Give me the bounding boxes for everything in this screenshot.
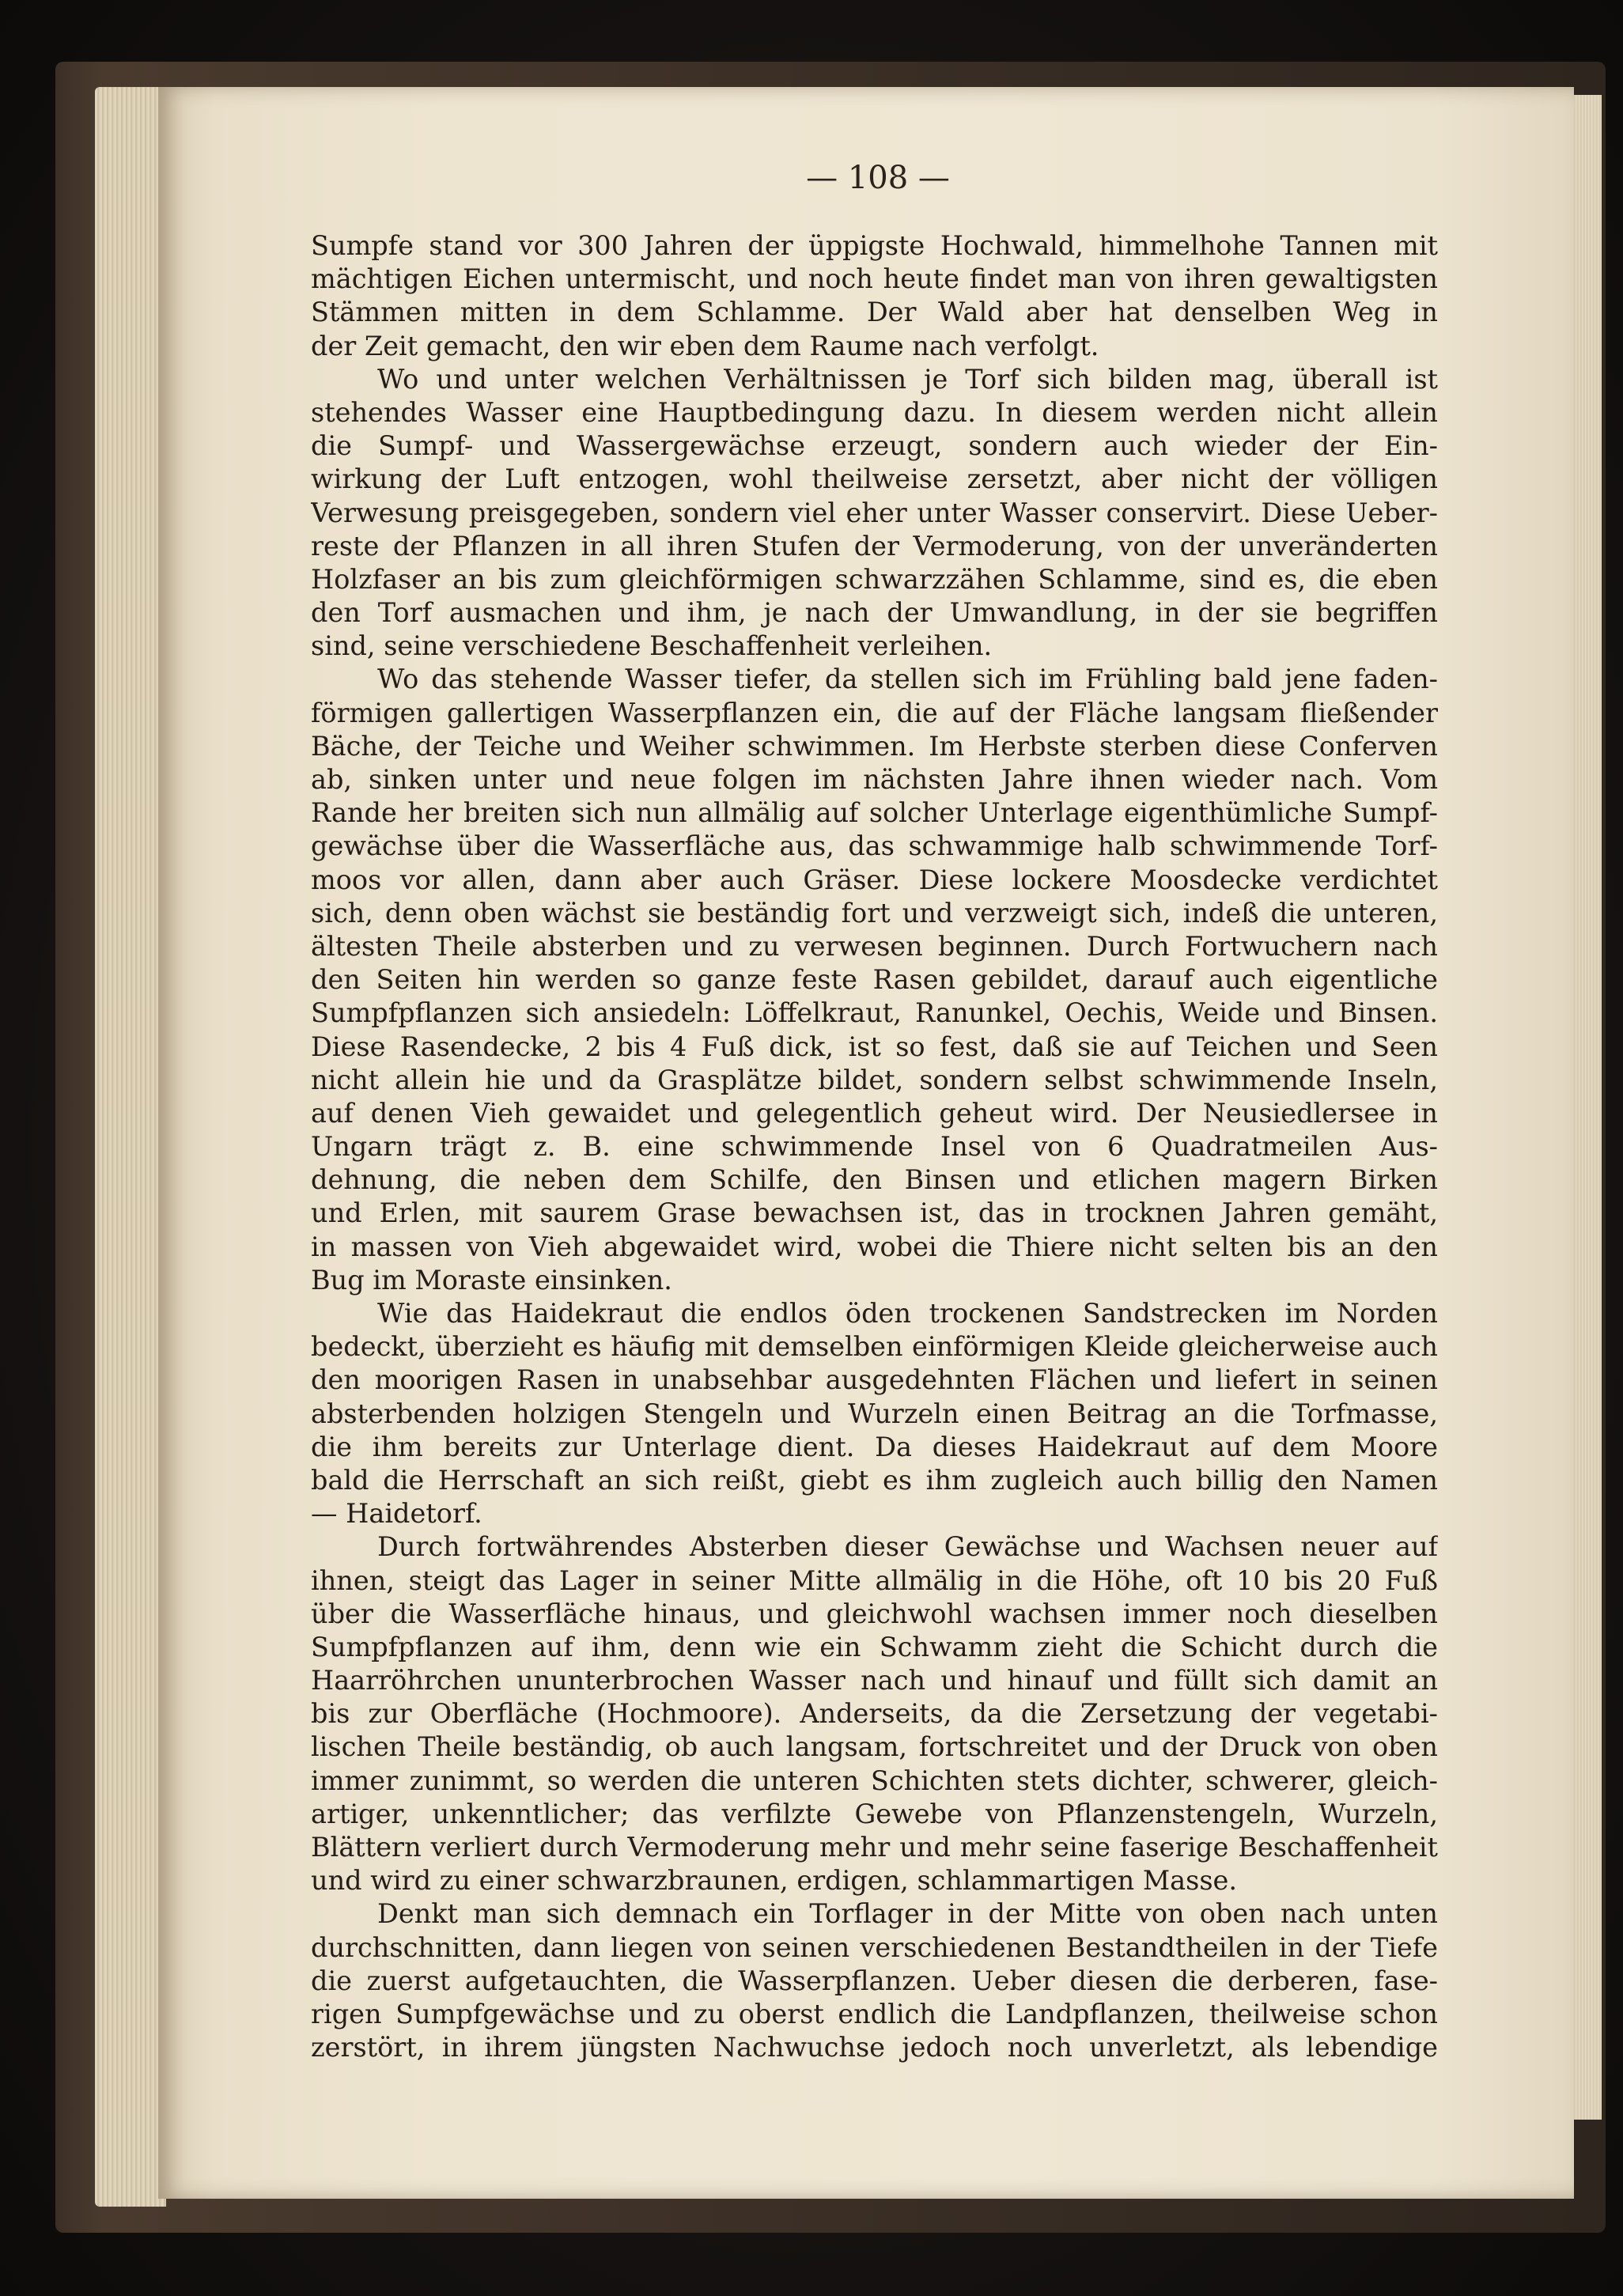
text-line: Sumpfpflanzen auf ihm, denn wie ein Schwamm zieht die Schicht durch die [311,1631,1438,1662]
text-line: Ungarn trägt z. B. eine schwimmende Insel von 6 Quadratmeilen Aus- [311,1131,1438,1163]
text-line: den moorigen Rasen in unabsehbar ausgedehnten Flächen und liefert in seinen [311,1364,1438,1396]
text-line: Durch fortwährendes Absterben dieser Gewächse und Wachsen neuer auf [377,1531,1438,1563]
text-line: absterbenden holzigen Stengeln und Wurzeln einen Beitrag an die Torfmasse, [311,1398,1438,1429]
page-edge-right [1570,95,1602,2120]
text-line: nicht allein hie und da Grasplätze bildet, sondern selbst schwimmende Inseln, [311,1064,1438,1095]
text-line: über die Wasserfläche hinaus, und gleichwohl wachsen immer noch dieselben [311,1598,1438,1629]
text-line: mächtigen Eichen untermischt, und noch heute findet man von ihren gewaltigsten [311,263,1438,295]
text-line: bedeckt, überzieht es häufig mit demselben einförmigen Kleide gleicherweise auch [311,1331,1438,1363]
text-line: immer zunimmt, so werden die unteren Schichten stets dichter, schwerer, gleich- [311,1765,1438,1796]
text-line: Bäche, der Teiche und Weiher schwimmen. Im Herbste sterben diese Conferven [311,730,1438,762]
text-line: den Seiten hin werden so ganze feste Rasen gebildet, darauf auch eigentliche [311,964,1438,996]
page-number: — 108 — [806,160,950,196]
text-line: Bug im Moraste einsinken. [311,1264,672,1296]
text-line: lischen Theile beständig, ob auch langsam, fortschreitet und der Druck von oben [311,1731,1438,1763]
text-line: ihnen, steigt das Lager in seiner Mitte allmälig in die Höhe, oft 10 bis 20 Fuß [311,1564,1438,1596]
text-line: sind, seine verschiedene Beschaffenheit verleihen. [311,630,993,662]
text-line: Wo und unter welchen Verhältnissen je Torf sich bilden mag, überall ist [377,363,1438,395]
text-line: bis zur Oberfläche (Hochmoore). Anderseits, da die Zersetzung der vegetabi- [311,1698,1438,1730]
text-line: Wie das Haidekraut die endlos öden trockenen Sandstrecken im Norden [377,1298,1438,1329]
text-line: der Zeit gemacht, den wir eben dem Raume nach verfolgt. [311,330,1099,361]
text-line: und Erlen, mit saurem Grase bewachsen ist, das in trocknen Jahren gemäht, [311,1197,1438,1229]
text-line: zerstört, in ihrem jüngsten Nachwuchse jedoch noch unverletzt, als lebendige [311,2032,1438,2063]
page-edge-left [95,87,166,2207]
text-line: reste der Pflanzen in all ihren Stufen der Vermoderung, von der unveränderten [311,530,1438,562]
body-text [311,229,1438,2064]
text-line: bald die Herrschaft an sich reißt, giebt es ihm zugleich auch billig den Namen [311,1464,1438,1496]
text-line: — Haidetorf. [311,1498,482,1530]
text-line: gewächse über die Wasserfläche aus, das schwammige halb schwimmende Torf- [311,830,1438,862]
text-line: rigen Sumpfgewächse und zu oberst endlich die Landpflanzen, theilweise schon [311,1998,1438,2029]
text-line: sich, denn oben wächst sie beständig fort und verzweigt sich, indeß die unteren, [311,897,1438,929]
text-line: Stämmen mitten in dem Schlamme. Der Wald aber hat denselben Weg in [311,297,1438,328]
text-line: in massen von Vieh abgewaidet wird, wobei die Thiere nicht selten bis an den [311,1231,1438,1262]
text-line: Sumpfe stand vor 300 Jahren der üppigste Hochwald, himmelhohe Tannen mit [311,230,1438,261]
text-line: Denkt man sich demnach ein Torflager in der Mitte von oben nach unten [377,1898,1438,1930]
text-line: ab, sinken unter und neue folgen im nächsten Jahre ihnen wieder nach. Vom [311,764,1438,795]
text-line: Diese Rasendecke, 2 bis 4 Fuß dick, ist so fest, daß sie auf Teichen und Seen [311,1031,1438,1062]
text-line: stehendes Wasser eine Hauptbedingung dazu. In diesem werden nicht allein [311,396,1438,428]
text-line: dehnung, die neben dem Schilfe, den Binsen und etlichen magern Birken [311,1164,1438,1196]
text-line: auf denen Vieh gewaidet und gelegentlich geheut wird. Der Neusiedlersee in [311,1097,1438,1129]
text-line: die zuerst aufgetauchten, die Wasserpflanzen. Ueber diesen die derberen, fase- [311,1965,1438,1996]
text-line: durchschnitten, dann liegen von seinen verschiedenen Bestandtheilen in der Tiefe [311,1931,1438,1963]
text-line: Holzfaser an bis zum gleichförmigen schwarzzähen Schlamme, sind es, die eben [311,563,1438,595]
text-line: Wo das stehende Wasser tiefer, da stellen sich im Frühling bald jene faden- [377,664,1438,695]
text-line: ältesten Theile absterben und zu verwesen beginnen. Durch Fortwuchern nach [311,930,1438,962]
text-line: wirkung der Luft entzogen, wohl theilweise zersetzt, aber nicht der völligen [311,463,1438,495]
text-line: Sumpfpflanzen sich ansiedeln: Löffelkraut, Ranunkel, Oechis, Weide und Binsen. [311,997,1438,1029]
text-line: die ihm bereits zur Unterlage dient. Da dieses Haidekraut auf dem Moore [311,1431,1438,1462]
text-line: und wird zu einer schwarzbraunen, erdigen, schlammartigen Masse. [311,1865,1238,1897]
text-line: den Torf ausmachen und ihm, je nach der Umwandlung, in der sie begriffen [311,597,1438,629]
text-line: die Sumpf- und Wassergewächse erzeugt, sondern auch wieder der Ein- [311,430,1438,462]
text-line: Blättern verliert durch Vermoderung mehr und mehr seine faserige Beschaffenheit [311,1832,1438,1863]
text-line: Verwesung preisgegeben, sondern viel eher unter Wasser conservirt. Diese Ueber- [311,497,1438,528]
text-line: Rande her breiten sich nun allmälig auf solcher Unterlage eigenthümliche Sumpf- [311,797,1438,829]
text-line: förmigen gallertigen Wasserpflanzen ein, die auf der Fläche langsam fließender [311,697,1438,728]
text-line: Haarröhrchen ununterbrochen Wasser nach und hinauf und füllt sich damit an [311,1665,1438,1696]
text-line: moos vor allen, dann aber auch Gräser. Diese lockere Moosdecke verdichtet [311,864,1438,895]
text-line: artiger, unkenntlicher; das verfilzte Gewebe von Pflanzenstengeln, Wurzeln, [311,1798,1438,1829]
